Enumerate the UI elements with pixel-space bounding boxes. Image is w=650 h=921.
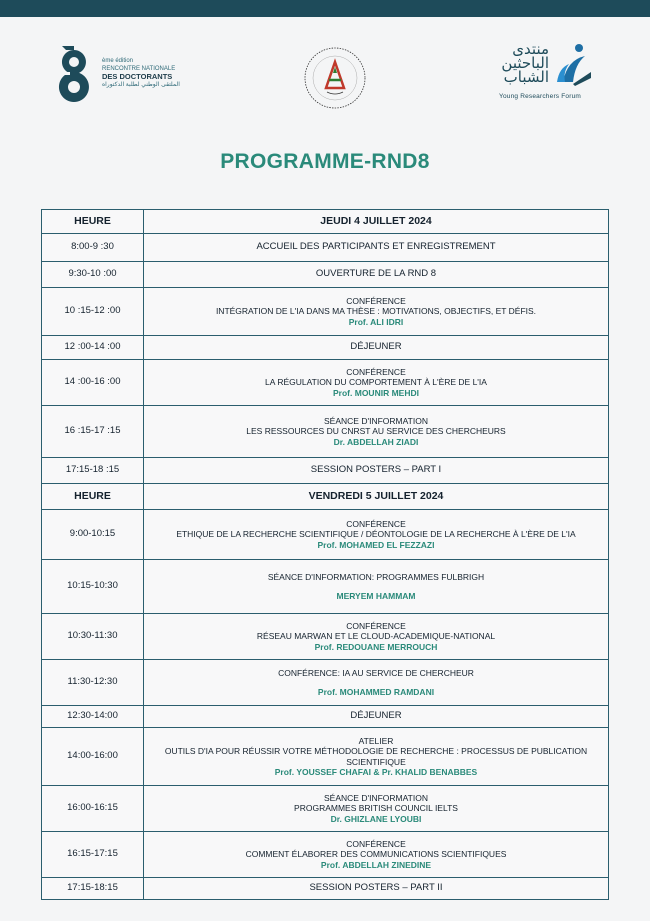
arabic-line-2: الباحثين — [501, 54, 549, 72]
logo-edition: ème édition — [102, 58, 134, 64]
activity-title: LES RESSOURCES DU CNRST AU SERVICE DES CHERCHEURS — [246, 426, 506, 437]
activity-type: CONFÉRENCE — [346, 620, 406, 631]
schedule-row — [42, 458, 609, 484]
header-time: HEURE — [42, 210, 144, 234]
schedule-row — [42, 406, 609, 458]
activity-speaker: Prof. ABDELLAH ZINEDINE — [320, 859, 432, 870]
schedule-row — [42, 728, 609, 786]
header-day: JEUDI 4 JUILLET 2024 — [144, 210, 609, 234]
programme-table — [41, 209, 609, 900]
schedule-row — [42, 706, 609, 728]
logo-line-rencontre: RENCONTRE NATIONALE — [102, 66, 176, 72]
slot-activity — [144, 288, 609, 336]
slot-activity: OUVERTURE DE LA RND 8 — [144, 262, 609, 288]
arabic-line-1: منتدى — [512, 40, 549, 58]
activity-speaker: Prof. MOHAMMED RAMDANI — [317, 687, 435, 697]
schedule-row — [42, 660, 609, 706]
spacer — [148, 582, 604, 591]
slot-time: 17:15-18 :15 — [42, 458, 144, 484]
eight-logo-icon — [54, 42, 94, 104]
slot-time: 10 :15-12 :00 — [42, 288, 144, 336]
activity-speaker: Dr. ABDELLAH ZIADI — [333, 436, 419, 447]
activity-title: SÉANCE D'INFORMATION: PROGRAMMES FULBRIGH — [267, 571, 485, 582]
activity-type: SÉANCE D'INFORMATION — [324, 792, 428, 803]
activity-speaker: Prof. ALI IDRI — [348, 316, 404, 327]
slot-activity — [144, 832, 609, 878]
activity-title: ETHIQUE DE LA RECHERCHE SCIENTIFIQUE / DÉONTOLOGIE DE LA RECHERCHE À L'ÈRE DE L'IA — [176, 529, 576, 540]
activity-type: CONFÉRENCE — [346, 366, 406, 377]
activity-type: CONFÉRENCE — [346, 838, 406, 849]
slot-time: 14 :00-16 :00 — [42, 360, 144, 406]
slot-time: 16:15-17:15 — [42, 832, 144, 878]
activity-speaker: Prof. MOUNIR MEHDI — [333, 387, 419, 398]
arabic-line-3: الشباب — [503, 68, 549, 86]
slot-time: 14:00-16:00 — [42, 728, 144, 786]
slot-time: 16:00-16:15 — [42, 786, 144, 832]
schedule-row — [42, 786, 609, 832]
activity-title: OUTILS D'IA POUR RÉUSSIR VOTRE MÉTHODOLOGIE DE RECHERCHE : PROCESSUS DE PUBLICATION SCIENTIFIQUE — [164, 746, 588, 767]
slot-activity — [144, 560, 609, 614]
slot-activity: ACCUEIL DES PARTICIPANTS ET ENREGISTREMENT — [144, 234, 609, 262]
activity-speaker: Prof. REDOUANE MERROUCH — [314, 641, 438, 652]
day-header-row — [42, 210, 609, 234]
young-researchers-logo — [497, 42, 597, 106]
schedule-row — [42, 510, 609, 560]
schedule-row — [42, 360, 609, 406]
activity-speaker: Prof. MOHAMED EL FEZZAZI — [317, 539, 435, 550]
schedule-row — [42, 832, 609, 878]
iav-emblem-icon — [297, 40, 373, 116]
logo-line-arabic: الملتقى الوطني لطلبة الدكتوراه — [102, 82, 180, 88]
activity-title: INTÉGRATION DE L'IA DANS MA THÈSE : MOTIVATIONS, OBJECTIFS, ET DÉFIS. — [215, 306, 537, 317]
slot-activity: DÉJEUNER — [144, 336, 609, 360]
schedule-row — [42, 288, 609, 336]
activity-type: CONFÉRENCE — [346, 295, 406, 306]
slot-activity — [144, 614, 609, 660]
slot-activity — [144, 510, 609, 560]
slot-activity: SESSION POSTERS – PART I — [144, 458, 609, 484]
slot-activity — [144, 728, 609, 786]
slot-time: 9:30-10 :00 — [42, 262, 144, 288]
page-title: PROGRAMME-RND8 — [220, 150, 430, 173]
activity-title: COMMENT ÉLABORER DES COMMUNICATIONS SCIENTIFIQUES — [245, 849, 507, 860]
spacer — [148, 678, 604, 687]
slot-time: 12 :00-14 :00 — [42, 336, 144, 360]
slot-activity — [144, 786, 609, 832]
schedule-row — [42, 878, 609, 900]
slot-activity — [144, 660, 609, 706]
slot-time: 16 :15-17 :15 — [42, 406, 144, 458]
slot-time: 12:30-14:00 — [42, 706, 144, 728]
slot-time: 11:30-12:30 — [42, 660, 144, 706]
book-person-icon — [553, 42, 593, 86]
activity-title: LA RÉGULATION DU COMPORTEMENT À L'ÈRE DE L'IA — [265, 377, 487, 388]
slot-activity — [144, 406, 609, 458]
slot-activity: DÉJEUNER — [144, 706, 609, 728]
rnd8-logo — [54, 42, 194, 106]
activity-speaker: Dr. GHIZLANE LYOUBI — [330, 813, 422, 824]
header-time: HEURE — [42, 484, 144, 510]
slot-activity — [144, 360, 609, 406]
top-bar — [0, 0, 650, 17]
schedule-row — [42, 560, 609, 614]
header-day: VENDREDI 5 JUILLET 2024 — [144, 484, 609, 510]
activity-type: ATELIER — [358, 735, 394, 746]
slot-time: 10:15-10:30 — [42, 560, 144, 614]
day-header-row — [42, 484, 609, 510]
slot-time: 10:30-11:30 — [42, 614, 144, 660]
schedule-row — [42, 262, 609, 288]
activity-title: RÉSEAU MARWAN ET LE CLOUD-ACADEMIQUE-NATIONAL — [256, 631, 496, 642]
schedule-row — [42, 336, 609, 360]
activity-title: CONFÉRENCE: IA AU SERVICE DE CHERCHEUR — [278, 667, 474, 678]
slot-activity: SESSION POSTERS – PART II — [144, 878, 609, 900]
slot-time: 8:00-9 :30 — [42, 234, 144, 262]
iav-logo — [297, 40, 373, 116]
forum-name: Young Researchers Forum — [499, 93, 582, 100]
logo-line-doctorants: DES DOCTORANTS — [102, 72, 173, 81]
activity-title: PROGRAMMES BRITISH COUNCIL IELTS — [294, 803, 458, 814]
activity-type: SÉANCE D'INFORMATION — [324, 415, 428, 426]
activity-type: CONFÉRENCE — [346, 518, 406, 529]
schedule-row — [42, 614, 609, 660]
slot-time: 17:15-18:15 — [42, 878, 144, 900]
slot-time: 9:00-10:15 — [42, 510, 144, 560]
schedule-row — [42, 234, 609, 262]
activity-speaker: Prof. YOUSSEF CHAFAI & Pr. KHALID BENABBES — [274, 767, 478, 777]
activity-speaker: MERYEM HAMMAM — [336, 591, 416, 601]
